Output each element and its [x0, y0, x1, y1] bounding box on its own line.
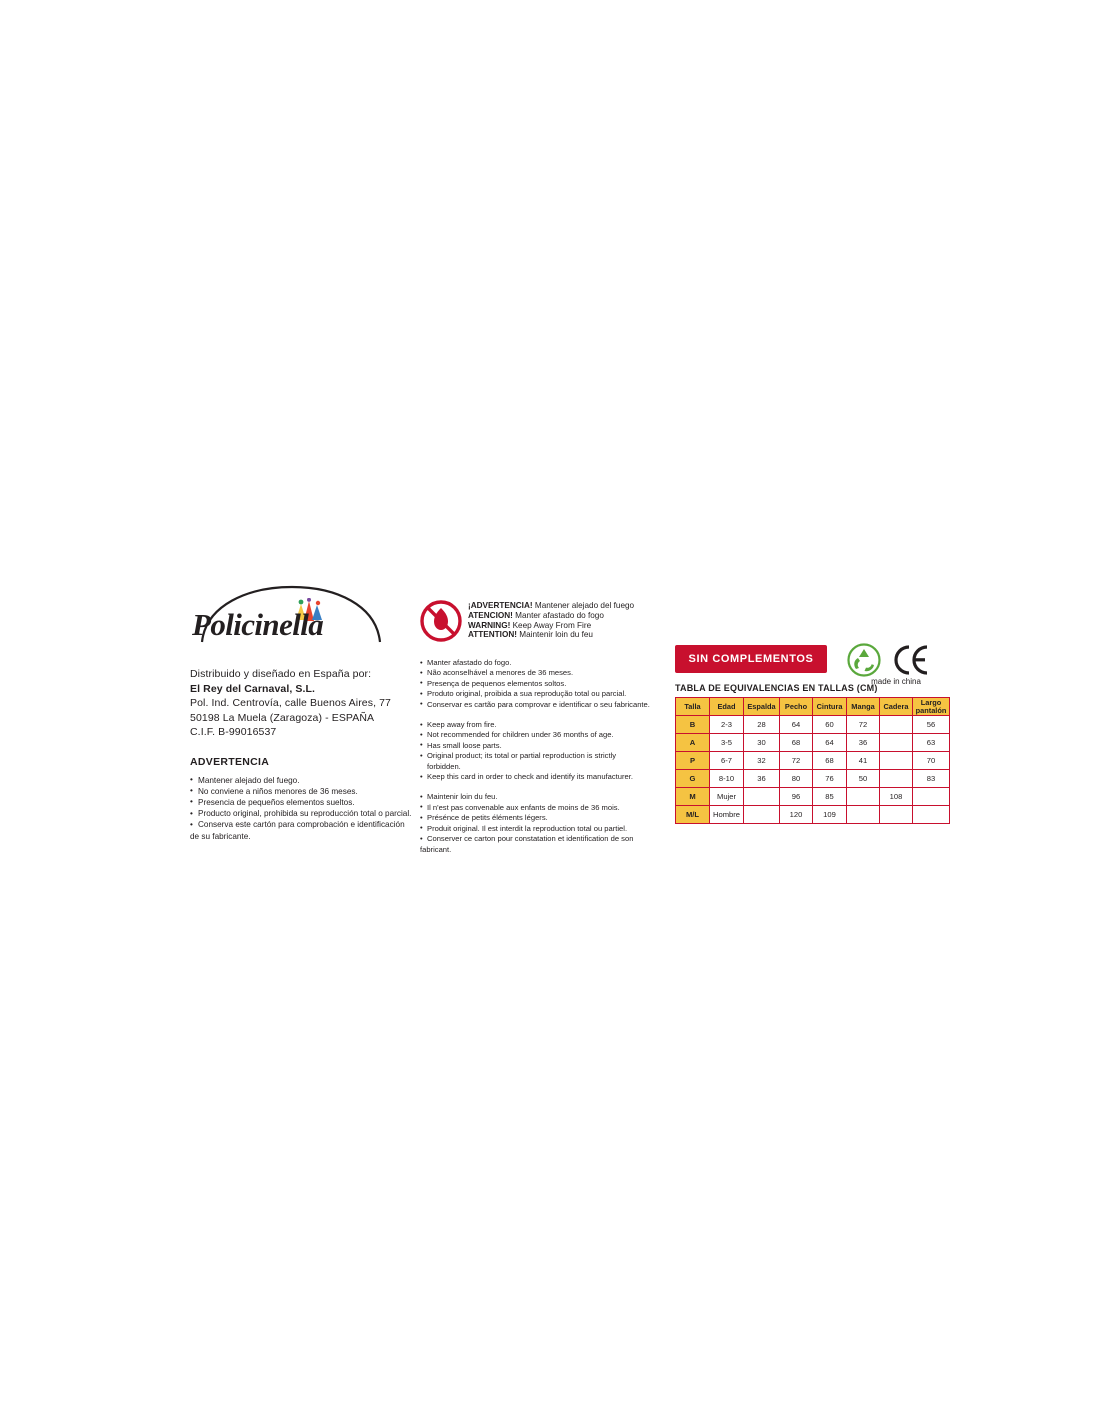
list-item: • Presencia de pequeños elementos sueltos.: [190, 797, 430, 808]
cell-manga: [847, 788, 880, 806]
cell-cadera: [880, 770, 913, 788]
cell-cintura: 76: [813, 770, 847, 788]
cell-cadera: [880, 734, 913, 752]
table-row: [676, 806, 950, 824]
cell-espalda: 32: [744, 752, 780, 770]
cell-largo: [913, 788, 950, 806]
fire-warning-header: [420, 600, 650, 652]
warn-text-fr: Maintenir loin du feu: [519, 630, 593, 640]
col-header-largo-pantalon: Largo pantalón: [913, 698, 950, 716]
ce-mark-icon: [891, 644, 931, 676]
table-row: [676, 770, 950, 788]
list-item: • Mantener alejado del fuego.: [190, 775, 430, 786]
warning-title-es: ADVERTENCIA: [190, 755, 270, 768]
fire-warning-texts: [468, 601, 634, 640]
warn-label-es: ¡ADVERTENCIA!: [468, 601, 533, 610]
col-header-edad: Edad: [710, 698, 744, 716]
cell-edad: 3-5: [710, 734, 744, 752]
cell-edad: 6-7: [710, 752, 744, 770]
col-header-pecho: Pecho: [780, 698, 813, 716]
cell-largo: [913, 806, 950, 824]
recycle-icon: [847, 643, 881, 677]
col-header-cadera: Cadera: [880, 698, 913, 716]
warning-list-pt: [420, 658, 650, 710]
cell-manga: 72: [847, 716, 880, 734]
list-item: • Not recommended for children under 36 months of age.: [420, 730, 650, 740]
list-item: • Présénce de petits éléments légers.: [420, 813, 650, 823]
col-header-espalda: Espalda: [744, 698, 780, 716]
middle-column: [420, 600, 650, 855]
warning-list-fr: [420, 792, 650, 854]
cell-size: G: [676, 770, 710, 788]
warn-text-en: Keep Away From Fire: [512, 620, 592, 630]
list-item: • Conservar es cartão para comprovar e identificar o seu fabricante.: [420, 700, 650, 710]
cell-espalda: 28: [744, 716, 780, 734]
cell-largo: 63: [913, 734, 950, 752]
list-item: • Produit original. Il est interdit la reproduction total ou partiel.: [420, 824, 650, 834]
list-item: de su fabricante.: [190, 831, 251, 841]
cell-edad: Hombre: [710, 806, 744, 824]
warn-label-pt: ATENCION!: [468, 610, 513, 620]
cell-largo: 70: [913, 752, 950, 770]
list-item: • Has small loose parts.: [420, 741, 650, 751]
company-name: El Rey del Carnaval, S.L.: [190, 682, 316, 695]
cell-espalda: [744, 806, 780, 824]
cell-cintura: 109: [813, 806, 847, 824]
cell-pecho: 68: [780, 734, 813, 752]
warn-line-pt: [468, 611, 634, 621]
list-item: • Conserver ce carton pour constatation et identification de son: [420, 834, 650, 844]
cell-cintura: 64: [813, 734, 847, 752]
no-accessories-label: SIN COMPLEMENTOS: [688, 653, 814, 665]
list-item: • Produto original, proibida a sua reprodução total ou parcial.: [420, 689, 650, 699]
cell-pecho: 96: [780, 788, 813, 806]
certification-badges: [847, 643, 947, 689]
warning-list-es: [190, 775, 430, 842]
cell-edad: Mujer: [710, 788, 744, 806]
list-item: • Il n'est pas convenable aux enfants de moins de 36 mois.: [420, 803, 650, 813]
cell-size: M: [676, 788, 710, 806]
table-row: [676, 752, 950, 770]
size-equivalence-table: [675, 697, 950, 824]
cell-edad: 8-10: [710, 770, 744, 788]
right-column: [675, 645, 945, 824]
cell-cintura: 68: [813, 752, 847, 770]
warn-label-fr: ATTENTION!: [468, 630, 517, 640]
list-item: • Keep away from fire.: [420, 720, 650, 730]
cell-size: M/L: [676, 806, 710, 824]
cell-manga: 36: [847, 734, 880, 752]
warn-line-fr: [468, 630, 634, 640]
cell-manga: 50: [847, 770, 880, 788]
cell-cadera: 108: [880, 788, 913, 806]
list-item: • Presença de pequenos elementos soltos.: [420, 679, 650, 689]
cell-size: A: [676, 734, 710, 752]
list-item: • Não aconselhável a menores de 36 meses.: [420, 668, 650, 678]
cell-pecho: 120: [780, 806, 813, 824]
cell-pecho: 80: [780, 770, 813, 788]
list-item: • Original product; its total or partial reproduction is strictly forbidden.: [420, 751, 650, 772]
table-row: [676, 734, 950, 752]
cell-edad: 2-3: [710, 716, 744, 734]
cif-number: C.I.F. B-99016537: [190, 726, 277, 738]
warn-label-en: WARNING!: [468, 620, 511, 630]
no-fire-icon: [420, 600, 462, 642]
cell-cadera: [880, 806, 913, 824]
col-header-talla: Talla: [676, 698, 710, 716]
list-item: • Manter afastado do fogo.: [420, 658, 650, 668]
distributed-label: Distribuido y diseñado en España por:: [190, 668, 372, 680]
cell-espalda: [744, 788, 780, 806]
address-line-1: Pol. Ind. Centrovía, calle Buenos Aires, 77: [190, 697, 391, 709]
cell-cintura: 85: [813, 788, 847, 806]
policinella-logo: [192, 585, 392, 655]
list-item: • No conviene a niños menores de 36 meses.: [190, 786, 430, 797]
list-item: • Maintenir loin du feu.: [420, 792, 650, 802]
cell-pecho: 72: [780, 752, 813, 770]
warn-line-es: [468, 601, 634, 611]
col-header-cintura: Cintura: [813, 698, 847, 716]
cell-largo: 83: [913, 770, 950, 788]
cell-size: B: [676, 716, 710, 734]
list-item: • Producto original, prohibida su reproducción total o parcial.: [190, 808, 430, 819]
table-header-row: [676, 698, 950, 716]
cell-espalda: 30: [744, 734, 780, 752]
list-item: fabricant.: [420, 844, 452, 854]
table-row: [676, 716, 950, 734]
cell-cintura: 60: [813, 716, 847, 734]
warn-line-en: [468, 621, 634, 631]
cell-size: P: [676, 752, 710, 770]
left-column: [190, 585, 430, 858]
cell-cadera: [880, 752, 913, 770]
col-header-manga: Manga: [847, 698, 880, 716]
no-accessories-banner: [675, 645, 827, 673]
cell-largo: 56: [913, 716, 950, 734]
distributor-block: [190, 667, 430, 740]
list-item: • Keep this card in order to check and identify its manufacturer.: [420, 772, 650, 782]
cell-espalda: 36: [744, 770, 780, 788]
cell-manga: [847, 806, 880, 824]
made-in-china-label: made in china: [871, 677, 921, 686]
cell-manga: 41: [847, 752, 880, 770]
table-row: [676, 788, 950, 806]
cell-cadera: [880, 716, 913, 734]
warn-text-es: Mantener alejado del fuego: [534, 601, 635, 610]
warn-text-pt: Manter afastado do fogo: [515, 610, 604, 620]
size-table-title: TABLA DE EQUIVALENCIAS EN TALLAS (CM): [675, 683, 878, 693]
address-line-2: 50198 La Muela (Zaragoza) - ESPAÑA: [190, 711, 375, 724]
warning-list-en: [420, 720, 650, 782]
cell-pecho: 64: [780, 716, 813, 734]
list-item: • Conserva este cartón para comprobación e identificación: [190, 819, 430, 830]
logo-wordmark: Policinella: [192, 607, 324, 642]
